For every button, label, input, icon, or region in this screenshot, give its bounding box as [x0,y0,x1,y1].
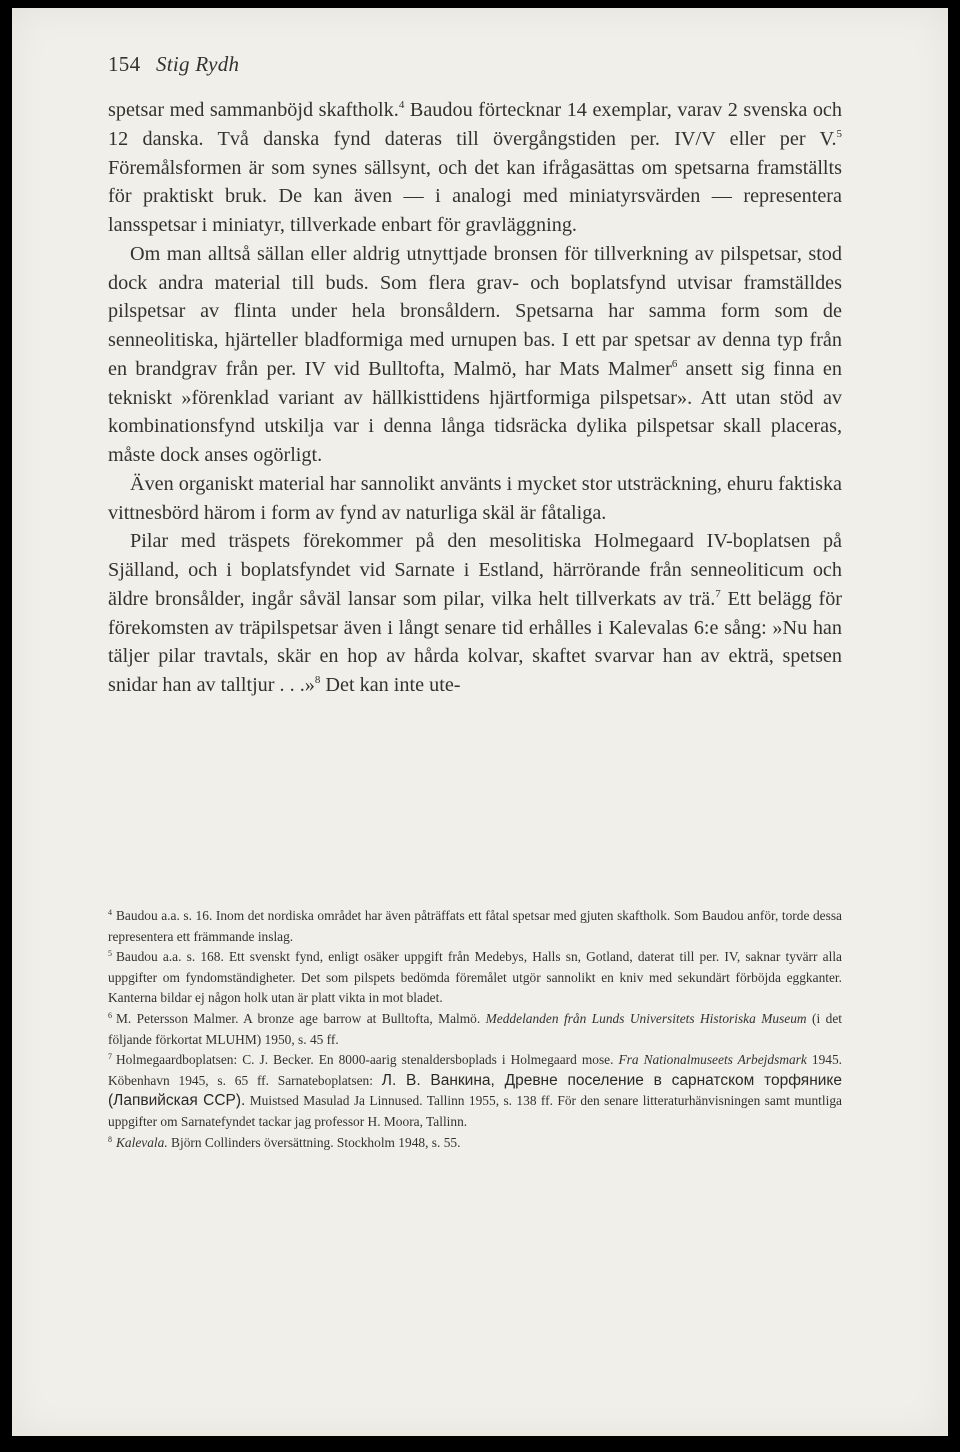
text-run: Det kan inte ute- [320,674,461,696]
footnote-mark: 7 [108,1052,112,1062]
journal-title: Meddelanden från Lunds Universitets Historiska Museum [485,1010,807,1026]
footnote-text: (i det följande förkortat MLUHM) 1950, s. 45 ff. [108,1010,843,1047]
footnote-ref-6[interactable]: 6 [671,357,678,370]
paragraph-1 [108,96,842,240]
footnote-text: Holmegaardboplatsen: C. J. Becker. En 8000-aarig stenaldersboplads i Holmegaard mose. [116,1052,619,1068]
running-header [108,52,239,77]
text-run: spetsar med sammanböjd skaftholk. [108,99,399,121]
paragraph-3 [108,470,842,528]
footnote-mark: 6 [108,1010,112,1020]
footnote-text: Björn Collinders översättning. Stockholm 1948, s. 55. [167,1134,461,1150]
text-run: ansett sig finna en tekniskt »förenklad variant av hällkisttidens hjärtformiga pilspetsar». Att utan stöd av kombinationsfynd utskilja var i denna långa tidsräcka dylika pilspetsar skall placeras, måste dock anses ogörligt. [108,357,842,466]
footnote-text: Baudou a.a. s. 168. Ett svenskt fynd, enligt osäker uppgift från Medebys, Halls sn, Gotland, daterat till per. IV, saknar tyvärr alla uppgifter om fyndomständigheter. Det som pilspets bedömda föremålet utgör sannolikt en kniv med sekundärt förböjda eggkanter. Kanterna bildar ej någon holk utan är platt vikta in mot bladet. [108,949,842,1006]
footnote-ref-4[interactable]: 4 [398,99,405,111]
page-number: 154 [108,52,141,76]
text-run: Baudou förtecknar 14 exemplar, varav 2 svenska och 12 danska. Två danska fynd dateras till övergångstiden per. IV/V eller per V. [108,99,842,150]
cyrillic-citation: Л. В. Ванкина, Древне поселение в сарнатском торфянике (Лапвийская ССР). [108,1071,842,1110]
footnote-text: Muistsed Masulad Ja Linnused. Tallinn 1955, s. 138 ff. För den senare litteraturhänvisningen samt muntliga uppgifter om Sarnatefyndet tackar jag professor H. Moora, Tallinn. [108,1093,842,1129]
paragraph-2 [108,240,842,470]
footnote-8 [108,1133,842,1154]
footnote-text: 1945. Köbenhavn 1945, s. 65 ff. Sarnateboplatsen: [108,1052,843,1088]
text-run: Föremålsformen är som synes sällsynt, och det kan ifrågasättas om spetsarna framställts för praktiskt bruk. De kan även — i analogi med miniatyrsvärden — representera lansspetsar i miniatyr, tillverkade enbart för gravläggning. [108,156,842,236]
footnote-6 [108,1009,842,1050]
text-run: Pilar med träspets förekommer på den mesolitiska Holmegaard IV-boplatsen på Själland, och i boplatsfyndet vid Sarnate i Estland, härrörande från senneoliticum och äldre bronsålder, ingår såväl lansar som pilar, vilka helt tillverkats av trä. [108,530,842,610]
footnote-mark: 8 [108,1134,112,1144]
work-title: Kalevala. [116,1134,168,1150]
footnote-ref-5[interactable]: 5 [836,127,842,140]
footnote-5 [108,947,842,1009]
text-run: Om man alltså sällan eller aldrig utnyttjade bronsen för tillverkning av pilspetsar, stod dock andra material till buds. Som flera grav- och boplatsfynd utvisar framställdes pilspetsar av flinta under hela bronsåldern. Spetsarna har samma form som de senneolitiska, hjärteller bladformiga med urnupen bas. I ett par spetsar av denna typ från en brandgrav från per. IV vid Bulltofta, Malmö, har Mats Malmer [108,242,842,380]
footnote-text: M. Petersson Malmer. A bronze age barrow at Bulltofta, Malmö. [116,1010,486,1026]
footnote-ref-7[interactable]: 7 [715,587,721,600]
text-run: Även organiskt material har sannolikt använts i mycket stor utsträckning, ehuru faktiska vittnesbörd härom i form av fynd av naturliga skäl är fåtaliga. [108,472,842,524]
book-page [12,8,948,1436]
footnote-7 [108,1050,842,1132]
footnote-text: Baudou a.a. s. 16. Inom det nordiska området har även påträffats ett fåtal spetsar med gjuten skaftholk. Som Baudou anför, torde dessa representera ett främmande inslag. [108,908,842,944]
journal-title: Fra Nationalmuseets Arbejdsmark [618,1052,807,1068]
paragraph-4 [108,527,842,700]
footnote-ref-8[interactable]: 8 [314,674,321,686]
footnotes [108,906,842,1153]
running-head-author: Stig Rydh [155,52,240,76]
main-text [108,96,842,700]
footnote-4 [108,906,842,947]
footnote-mark: 5 [108,949,112,959]
text-run: Ett belägg för förekomsten av träpilspetsar även i långt senare tid erhålles i Kalevalas 6:e sång: »Nu han täljer pilar travtals, skär en hop av hårda kolvar, skaftet svarvar han av ekträ, spetsen snidar han av talltjur . . .» [108,587,843,696]
footnote-mark: 4 [108,908,112,917]
